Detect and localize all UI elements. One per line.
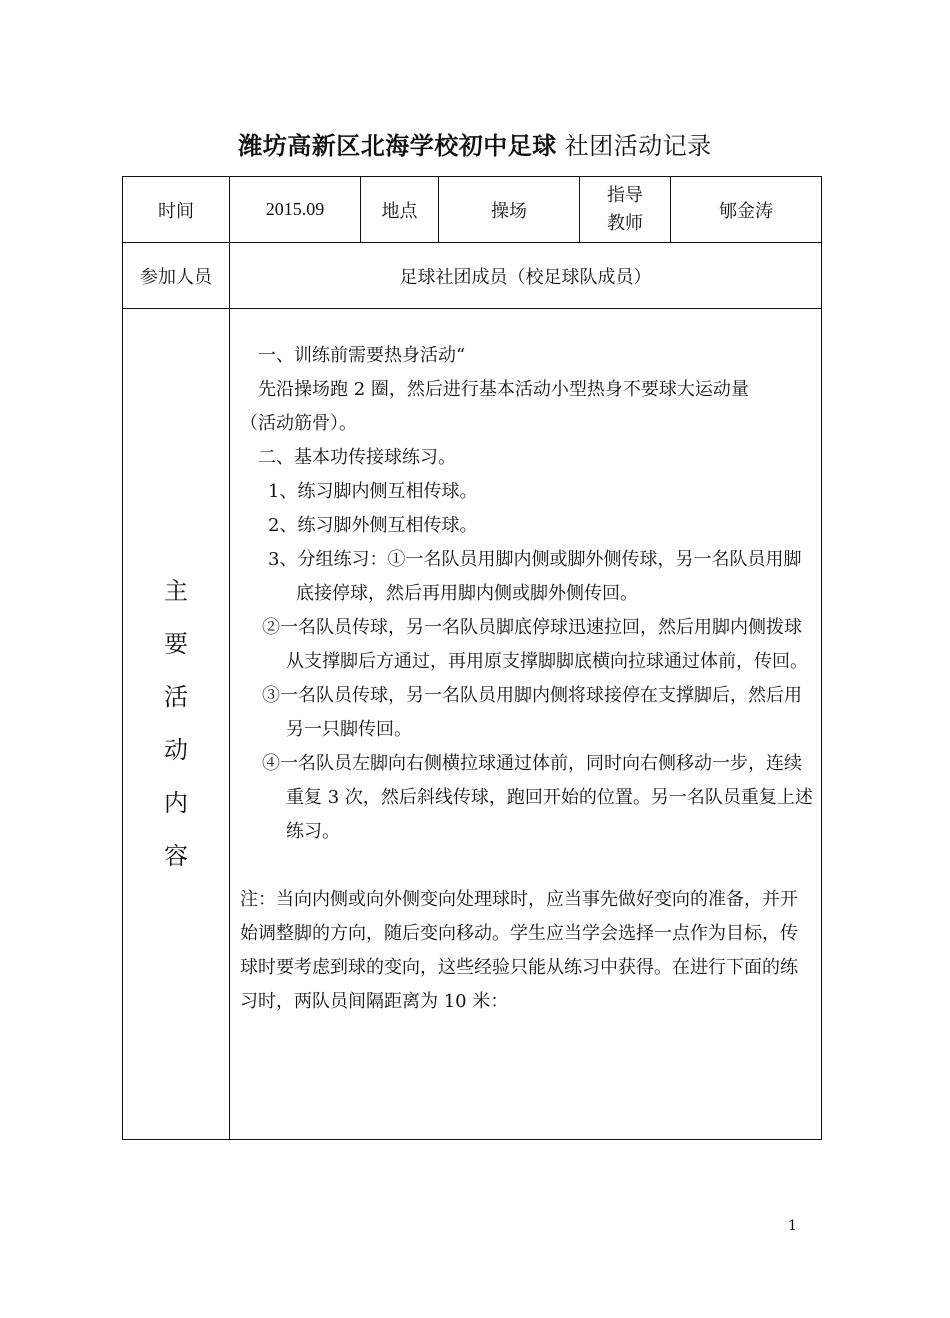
content-text <box>240 339 813 1019</box>
line-drill-3: 3、分组练习：①一名队员用脚内侧或脚外侧传球，另一名队员用脚底接停球，然后再用脚内侧或脚外侧传回。 <box>268 549 802 604</box>
activity-record-table <box>122 176 822 1140</box>
main-content-body <box>230 309 822 1140</box>
line-drill-3-c: ③一名队员传球，另一名队员用脚内侧将球接停在支撑脚后，然后用另一只脚传回。 <box>262 685 802 740</box>
line-basic-heading: 二、基本功传接球练习。 <box>258 447 456 468</box>
line-warmup-detail-end: （活动筋骨）。 <box>240 413 357 434</box>
line-warmup-heading: 一、训练前需要热身活动“ <box>258 345 466 366</box>
line-warmup-detail: 先沿操场跑 2 圈，然后进行基本活动小型热身不要球大运动量 <box>258 379 749 400</box>
line-drill-1: 1、练习脚内侧互相传球。 <box>268 481 478 502</box>
line-drill-3-b: ②一名队员传球，另一名队员脚底停球迅速拉回，然后用脚内侧拨球从支撑脚后方通过，再用原支撑脚脚底横向拉球通过体前，传回。 <box>262 617 808 672</box>
label-char: 内 <box>164 789 188 817</box>
place-value: 操场 <box>439 177 580 243</box>
participants-value: 足球社团成员（校足球队成员） <box>230 243 822 309</box>
row-participants <box>123 243 822 309</box>
teacher-label-line1: 指导 <box>607 184 643 206</box>
teacher-value: 郇金涛 <box>671 177 822 243</box>
row-time-place <box>123 177 822 243</box>
line-drill-2: 2、练习脚外侧互相传球。 <box>268 515 478 536</box>
label-char: 容 <box>164 842 188 870</box>
page-number: 1 <box>788 1218 797 1234</box>
teacher-label-line2: 教师 <box>607 212 643 234</box>
participants-label: 参加人员 <box>123 243 230 309</box>
label-char: 主 <box>164 577 188 605</box>
vertical-label <box>123 565 229 883</box>
label-char: 要 <box>164 630 188 658</box>
line-note: 注：当向内侧或向外侧变向处理球时，应当事先做好变向的准备，并开始调整脚的方向，随后变向移动。学生应当学会选择一点作为目标，传球时要考虑到球的变向，这些经验只能从练习中获得。在进行下面的练习时，两队员间隔距离为 10 米： <box>240 889 798 1012</box>
document-title <box>0 126 950 161</box>
line-drill-3-d: ④一名队员左脚向右侧横拉球通过体前，同时向右侧移动一步，连续重复 3 次，然后斜线传球，跑回开始的位置。另一名队员重复上述练习。 <box>262 753 813 842</box>
label-char: 动 <box>164 736 188 764</box>
title-main: 潍坊高新区北海学校初中足球 <box>238 132 557 160</box>
teacher-label <box>580 177 671 243</box>
main-content-label <box>123 309 230 1140</box>
time-label: 时间 <box>123 177 230 243</box>
spacer <box>240 849 813 883</box>
time-value: 2015.09 <box>230 177 361 243</box>
row-main-content <box>123 309 822 1140</box>
title-suffix: 社团活动记录 <box>564 132 712 160</box>
label-char: 活 <box>164 683 188 711</box>
place-label: 地点 <box>361 177 439 243</box>
